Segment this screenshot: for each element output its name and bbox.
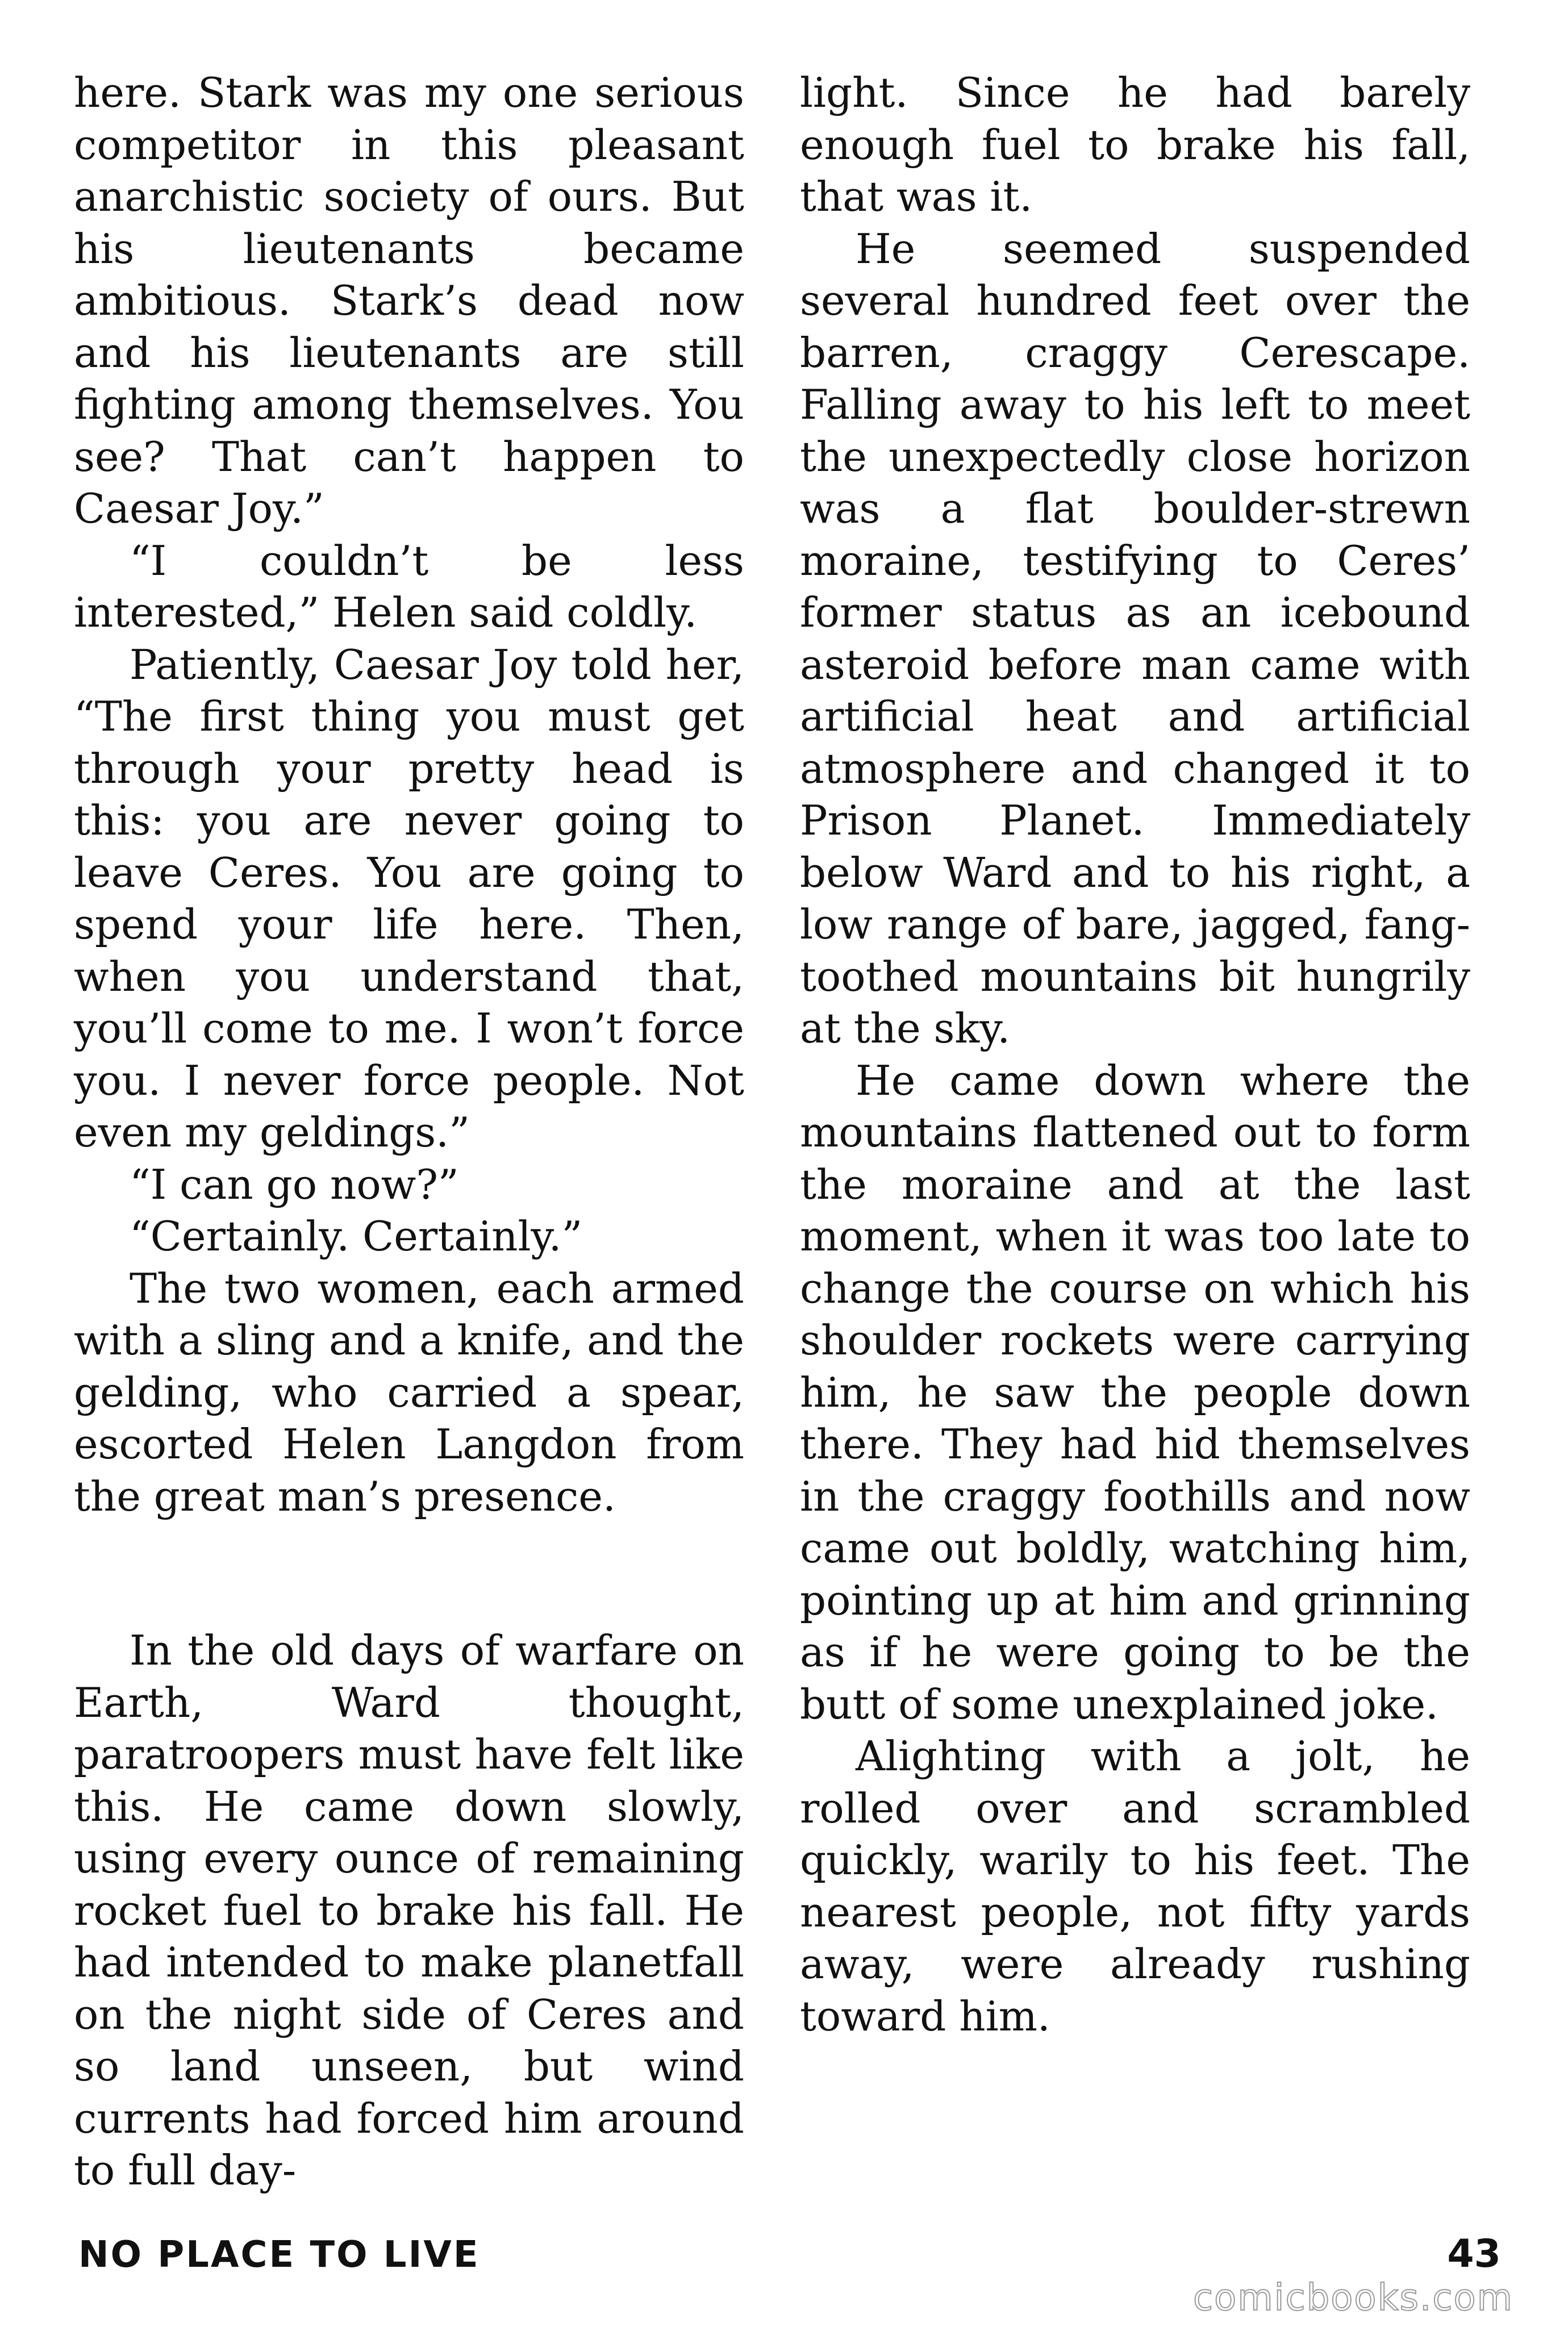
paragraph: Alighting with a jolt, he rolled over and scrambled quickly, warily to his feet. The nearest people, not fifty yards away, were already rushing toward him. — [800, 1732, 1470, 2040]
page-number: 43 — [1447, 2232, 1501, 2276]
running-footer-title: NO PLACE TO LIVE — [78, 2234, 480, 2276]
paragraph: He came down where the mountains flattened out to form the moraine and at the last moment, when it was too late to change the course on which his shoulder rockets were carrying him, he saw the people down there. They had hid themselves in the craggy foothills and now came out boldly, watching him, pointing up at him and grinning as if he were going to be the butt of some unexplained joke. — [800, 1056, 1470, 1728]
paragraph: here. Stark was my one serious competitor in this pleasant anarchistic society of ours. But his lieutenants became ambitious. Stark’s dead now and his lieutenants are still fighting among themselves. You see? That can’t happen to Caesar Joy.” — [74, 69, 744, 532]
paragraph: Patiently, Caesar Joy told her, “The first thing you must get through your pretty head is this: you are never going to leave Ceres. You are going to spend your life here. Then, when you understand that, you’ll come to me. I won’t force you. I never force people. Not even my geldings.” — [74, 640, 744, 1156]
paragraph: “Certainly. Certainly.” — [130, 1212, 583, 1260]
paragraph: He seemed suspended several hundred feet over the barren, craggy Cerescape. Falling away to his left to meet the unexpectedly close horizon was a flat boulder-strewn moraine, testifying to Ceres’ former status as an icebound asteroid before man came with artificial heat and artificial atmosphere and changed it to Prison Planet. Immediately below Ward and to his right, a low range of bare, jagged, fang-toothed mountains bit hungrily at the sky. — [800, 224, 1470, 1052]
paragraph: light. Since he had barely enough fuel to brake his fall, that was it. — [800, 69, 1470, 220]
paragraph: The two women, each armed with a sling and a knife, and the gelding, who carried a spear, escorted Helen Langdon from the great man’s presence. — [74, 1264, 744, 1520]
paragraph: “I can go now?” — [130, 1160, 459, 1208]
paragraph: “I couldn’t be less interested,” Helen said coldly. — [74, 536, 744, 636]
left-text-column — [74, 67, 744, 2197]
right-text-column — [800, 67, 1470, 2042]
watermark: comicbooks.com — [1192, 2277, 1513, 2319]
paragraph: In the old days of warfare on Earth, Ward thought, paratroopers must have felt like this. He came down slowly, using every ounce of remaining rocket fuel to brake his fall. He had intended to make planetfall on the night side of Ceres and so land unseen, but wind currents had forced him around to full day- — [74, 1627, 744, 2194]
